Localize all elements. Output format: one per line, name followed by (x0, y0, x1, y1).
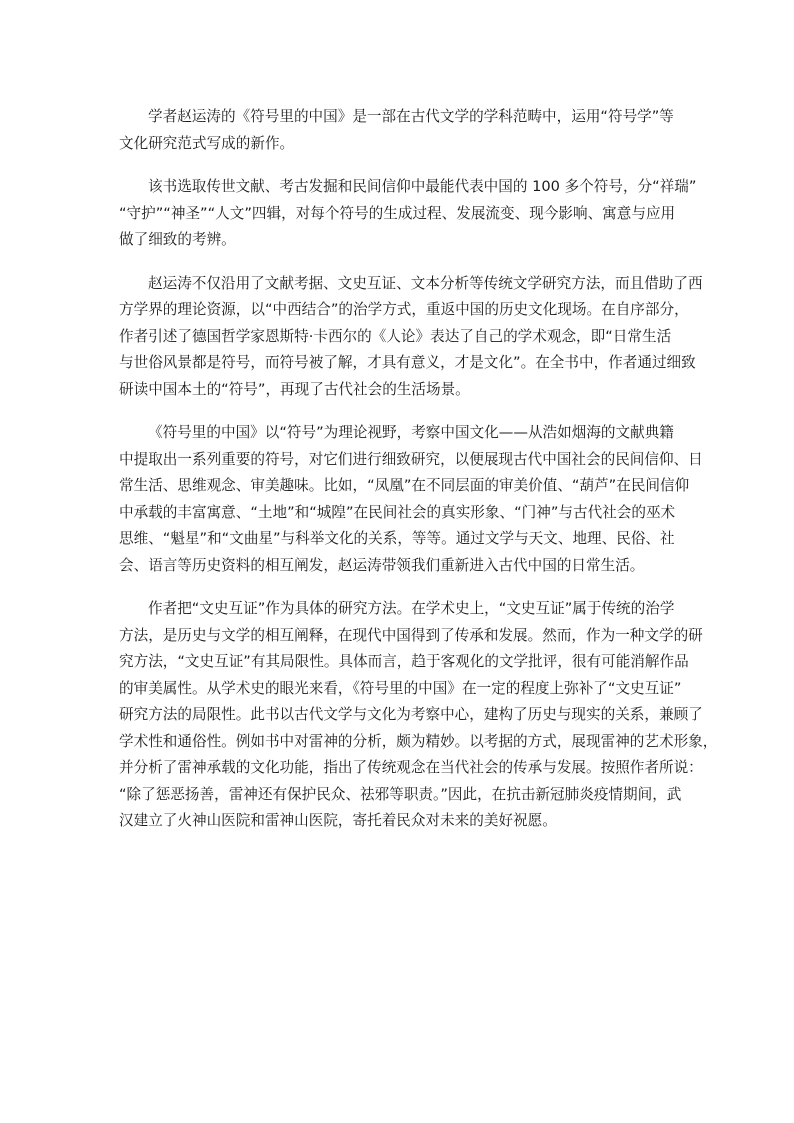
text-line: 中承载的丰富寓意、“土地”和“城隍”在民间社会的真实形象、“门神”与古代社会的巫术 (119, 503, 676, 521)
text-line: 文化研究范式写成的新作。 (119, 134, 295, 152)
text-line: 与世俗风景都是符号，而符号被了解，才具有意义，才是文化”。在全书中，作者通过细致 (119, 354, 696, 371)
paragraph-4 (119, 420, 703, 579)
text-line: “除了惩恶扬善，雷神还有保护民众、祛邪等职责。”因此，在抗击新冠肺炎疫情期间，武 (119, 785, 682, 803)
text-line: 学者赵运涛的《符号里的中国》是一部在古代文学的学科范畴中，运用“符号学”等 (148, 108, 674, 125)
text-line: 究方法，“文史互证”有其局限性。具体而言，趋于客观化的文学批评，很有可能消解作品 (119, 653, 689, 670)
paragraph-1 (119, 104, 679, 157)
text-line: 《符号里的中国》以“符号”为理论视野，考察中国文化——从浩如烟海的文献典籍 (148, 424, 674, 441)
text-line: 汉建立了火神山医院和雷神山医院，寄托着民众对未来的美好祝愿。 (119, 812, 557, 829)
text-line: 该书选取传世文献、考古发掘和民间信仰中最能代表中国的 100 多个符号，分“祥瑞” (148, 178, 697, 195)
paragraph-2 (119, 174, 697, 254)
text-line: 学术性和通俗性。例如书中对雷神的分析，颇为精妙。以考据的方式，展现雷神的艺术形象， (119, 732, 718, 750)
text-line: 思维、“魁星”和“文曲星”与科举文化的关系，等等。通过文学与天文、地理、民俗、社 (119, 530, 675, 547)
text-line: 的审美属性。从学术史的眼光来看，《符号里的中国》在一定的程度上弥补了“文史互证” (119, 679, 682, 697)
text-line: 作者引述了德国哲学家恩斯特·卡西尔的《人论》表达了自己的学术观念，即“日常生活 (119, 327, 672, 345)
text-line: 赵运涛不仅沿用了文献考据、文史互证、文本分析等传统文学研究方法，而且借助了西 (148, 274, 703, 292)
text-line: 做了细致的考辨。 (119, 231, 236, 248)
article-body (119, 104, 718, 852)
text-line: 方法，是历史与文学的相互阐释，在现代中国得到了传承和发展。然而，作为一种文学的研 (119, 626, 703, 644)
text-line: 作者把“文史互证”作为具体的研究方法。在学术史上，“文史互证”属于传统的治学 (148, 600, 675, 617)
text-line: “守护”“神圣”“人文”四辑，对每个符号的生成过程、发展流变、现今影响、寓意与应用 (119, 204, 676, 222)
text-line: 并分析了雷神承载的文化功能，指出了传统观念在当代社会的传承与发展。按照作者所说： (119, 759, 703, 776)
text-line: 研读中国本土的“符号”，再现了古代社会的生活场景。 (119, 380, 470, 398)
paragraph-5 (119, 596, 718, 835)
text-line: 方学界的理论资源，以“中西结合”的治学方式，重返中国的历史文化现场。在自序部分， (119, 301, 689, 318)
text-line: 会、语言等历史资料的相互阐发，赵运涛带领我们重新进入古代中国的日常生活。 (119, 556, 645, 574)
paragraph-3 (119, 271, 703, 404)
text-line: 常生活、思维观念、审美趣味。比如，“凤凰”在不同层面的审美价值、“葫芦”在民间信仰 (119, 477, 690, 494)
text-line: 研究方法的局限性。此书以古代文学与文化为考察中心，建构了历史与现实的关系，兼顾了 (119, 706, 703, 723)
text-line: 中提取出一系列重要的符号，对它们进行细致研究，以便展现古代中国社会的民间信仰、日 (119, 450, 703, 468)
